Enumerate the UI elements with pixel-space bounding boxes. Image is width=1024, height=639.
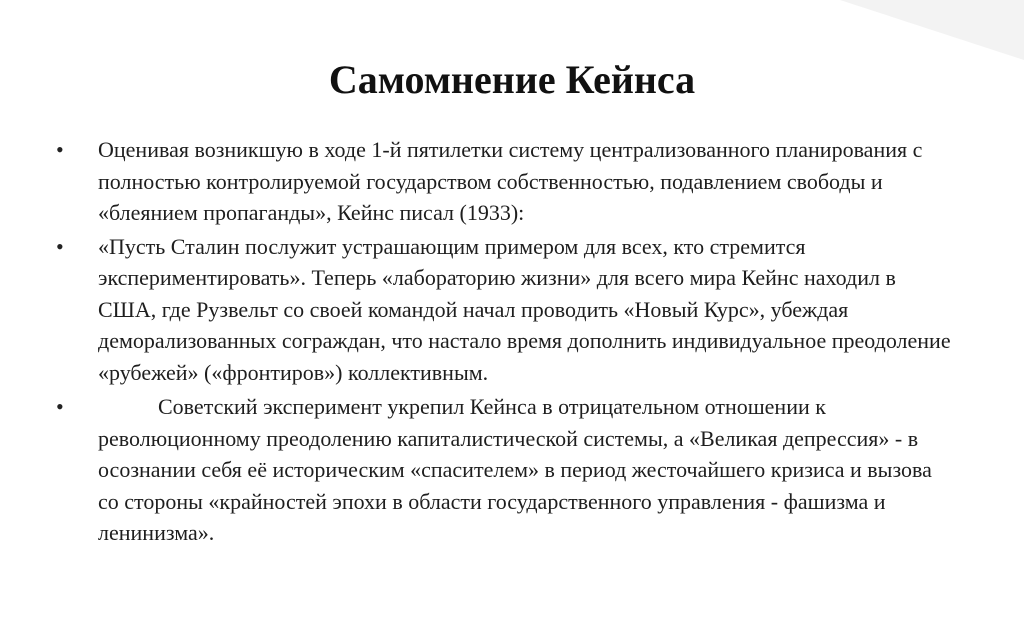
bullet-dot-icon: • xyxy=(56,137,64,162)
bullet-item xyxy=(56,134,956,229)
bullet-text: Оценивая возникшую в ходе 1-й пятилетки систему централизованного планирования с полностью контролируемой государством собственностью, подавлением свободы и «блеянием пропаганды», Кейнс писал (1933): xyxy=(98,137,923,225)
bullet-text: «Пусть Сталин послужит устрашающим примером для всех, кто стремится экспериментировать». Теперь «лабораторию жизни» для всего мира Кейнс находил в США, где Рузвельт со своей командой начал проводить «Новый Курс», убеждая деморализованных сограждан, что настало время дополнить индивидуальное преодоление «рубежей» («фронтиров») коллективным. xyxy=(98,233,951,385)
bullet-list xyxy=(56,134,956,551)
bullet-item xyxy=(56,231,956,389)
bullet-item xyxy=(56,391,956,549)
bullet-text xyxy=(98,391,956,549)
bullet-text-content: Советский эксперимент укрепил Кейнса в отрицательном отношении к революционному преодолению капиталистической системы, а «Великая депрессия» - в осознании себя её историческим «спасителем» в период жесточайшего кризиса и вызова со стороны «крайностей эпохи в области государственного управления - фашизма и ленинизма». xyxy=(98,394,932,545)
bullet-dot-icon: • xyxy=(56,233,64,259)
slide-title: Самомнение Кейнса xyxy=(328,57,696,102)
bullet-dot-icon: • xyxy=(56,394,64,419)
